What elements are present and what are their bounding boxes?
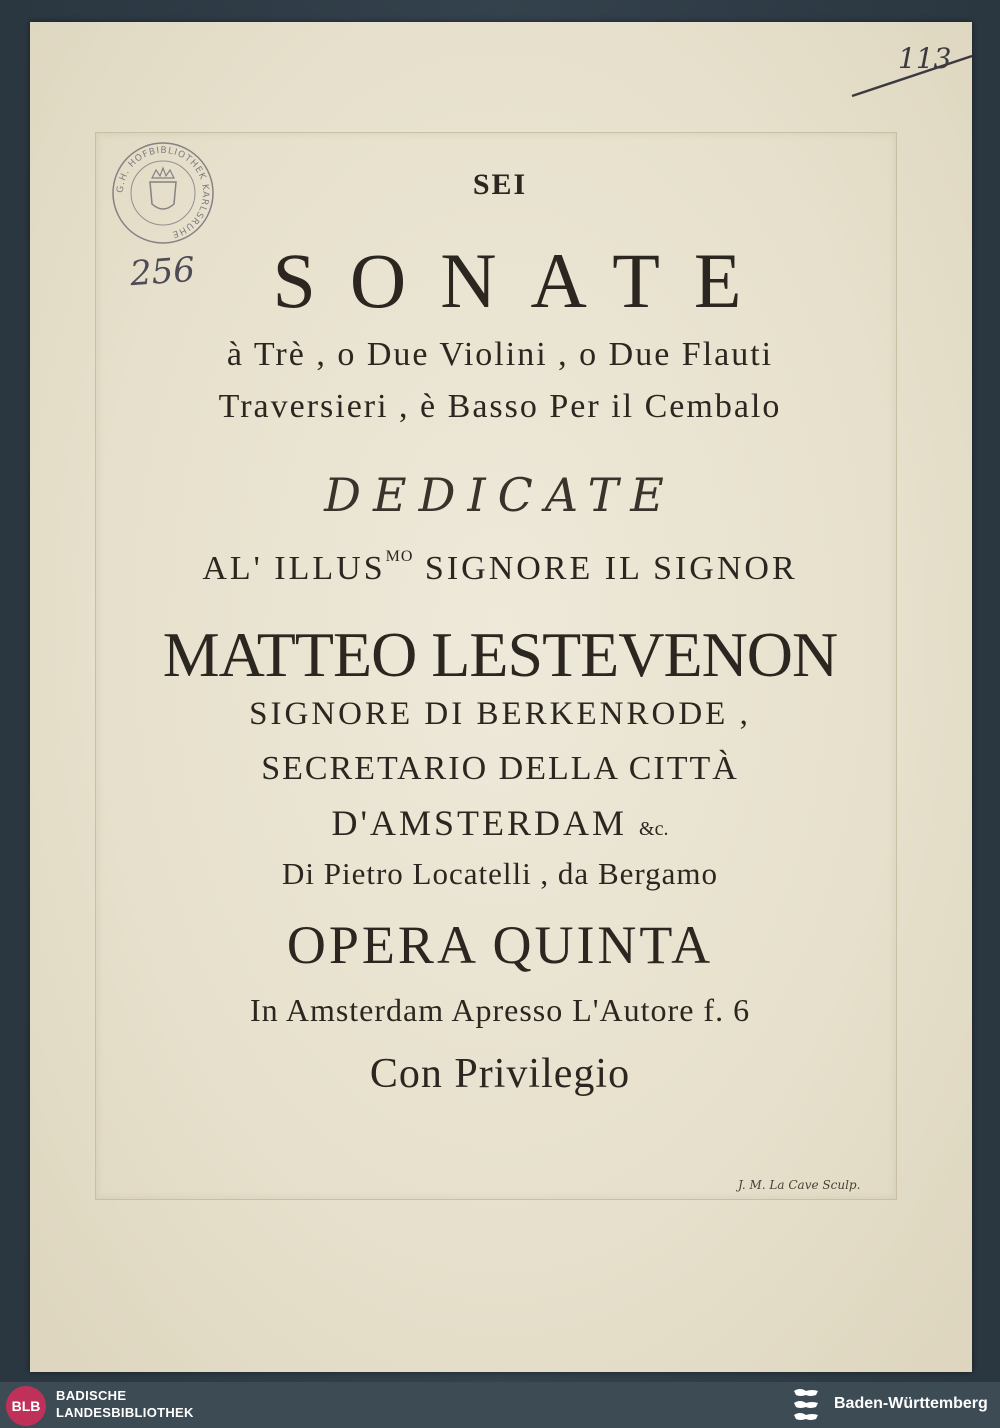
dedicate-heading: DEDICATE bbox=[324, 468, 676, 522]
folio-strike-icon bbox=[850, 50, 980, 100]
composer-line: Di Pietro Locatelli , da Bergamo bbox=[281, 856, 719, 891]
library-name-line-2: LANDESBIBLIOTHEK bbox=[56, 1405, 194, 1420]
footer-bar bbox=[0, 1382, 1000, 1428]
folio-number: 113 bbox=[898, 42, 952, 75]
amsterdam-text: D'AMSTERDAM bbox=[331, 803, 628, 843]
stamp-text: G.H. HOFBIBLIOTHEK KARLSRUHE bbox=[115, 145, 211, 240]
title-sonate: SONATE bbox=[272, 237, 776, 324]
dedicatee-name: MATTEO LESTEVENON bbox=[162, 619, 838, 690]
privilege-line: Con Privilegio bbox=[369, 1051, 631, 1097]
shelfmark: 256 bbox=[128, 249, 197, 295]
instrumentation-line-1: à Trè , o Due Violini , o Due Flauti bbox=[226, 336, 774, 373]
engraver-credit: J. M. La Cave Sculp. bbox=[738, 1178, 861, 1192]
opus-line: OPERA QUINTA bbox=[286, 915, 714, 975]
state-name[interactable]: Baden-Württemberg bbox=[834, 1395, 988, 1412]
dedication-superscript: MO bbox=[385, 548, 414, 565]
blb-logo-icon[interactable] bbox=[6, 1386, 46, 1426]
library-name[interactable] bbox=[56, 1387, 194, 1421]
dedicatee-title-3 bbox=[0, 802, 1000, 844]
etc-text: &c. bbox=[639, 818, 669, 840]
publisher-line: In Amsterdam Apresso L'Autore f. 6 bbox=[249, 992, 751, 1028]
dedication-text-b: SIGNORE IL SIGNOR bbox=[413, 550, 798, 587]
library-name-line-1: BADISCHE bbox=[56, 1388, 127, 1403]
instrumentation-line-2: Traversieri , è Basso Per il Cembalo bbox=[218, 388, 782, 425]
blb-logo-text: BLB bbox=[11, 1398, 41, 1414]
dedicatee-title-2: SECRETARIO DELLA CITTÀ bbox=[261, 750, 739, 787]
dedication-line bbox=[0, 548, 1000, 588]
title-sei: SEI bbox=[472, 168, 528, 201]
dedicatee-title-1: SIGNORE DI BERKENRODE , bbox=[249, 696, 751, 732]
baden-wuerttemberg-lions-icon[interactable] bbox=[790, 1385, 824, 1425]
dedication-text-a: AL' ILLUS bbox=[202, 550, 386, 587]
